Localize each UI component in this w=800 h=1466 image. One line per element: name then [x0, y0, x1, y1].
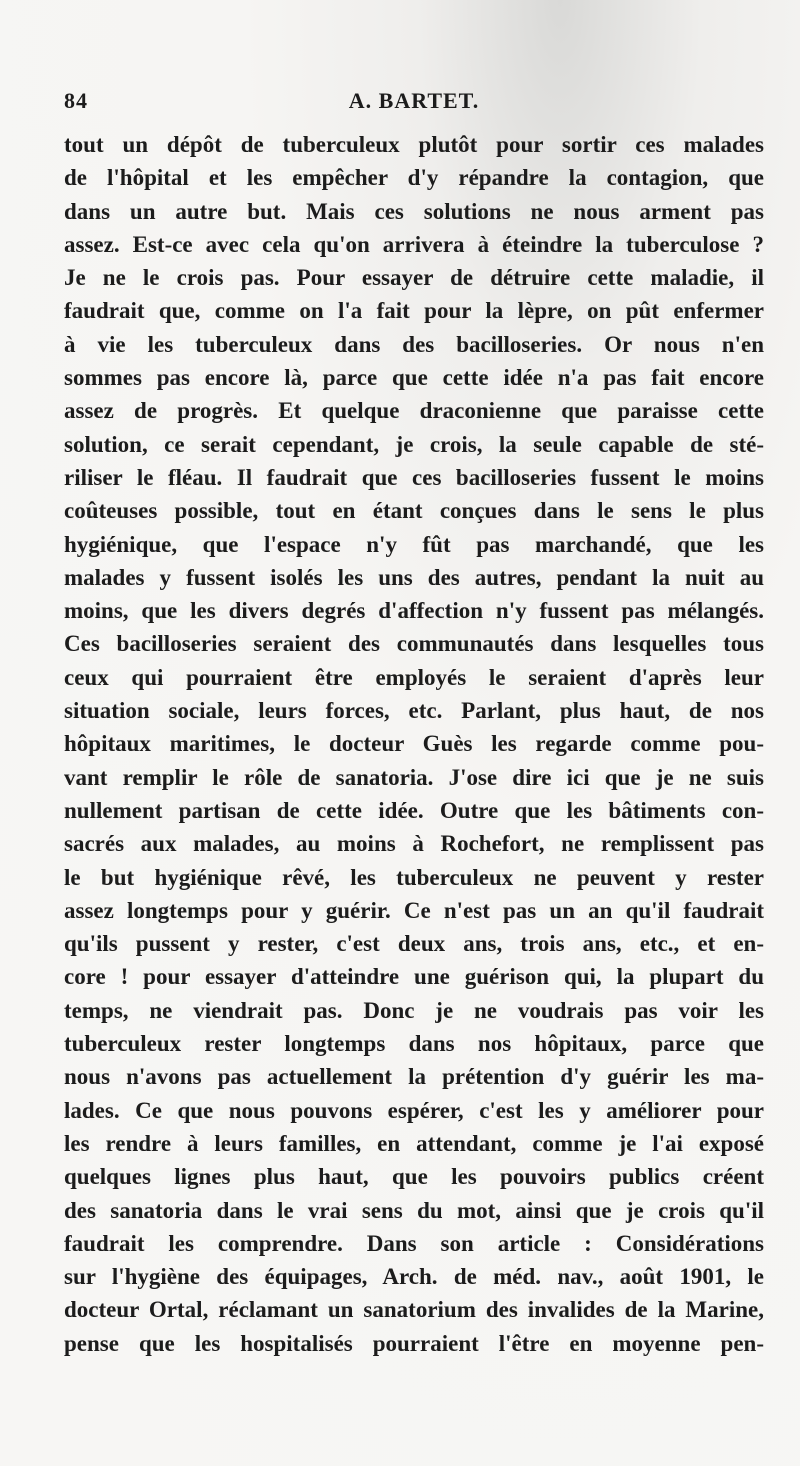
text-line: assez. Est-ce avec cela qu'on arrivera à éteindre la tuberculose ? — [64, 231, 764, 257]
text-line: tout un dépôt de tuberculeux plutôt pour sortir ces malades — [64, 132, 764, 157]
text-line: des sanatoria dans le vrai sens du mot, ainsi que je crois qu'il — [64, 1197, 764, 1223]
text-line: Je ne le crois pas. Pour essayer de détruire cette maladie, il — [64, 265, 764, 291]
text-line: hygiénique, que l'espace n'y fût pas marchandé, que les — [64, 531, 764, 557]
text-line: sacrés aux malades, au moins à Rochefort, ne remplissent pas — [64, 831, 764, 857]
text-line: situation sociale, leurs forces, etc. Parlant, plus haut, de nos — [64, 698, 764, 724]
text-line: à vie les tuberculeux dans des bacilloseries. Or nous n'en — [64, 331, 764, 357]
text-line: quelques lignes plus haut, que les pouvoirs publics créent — [64, 1164, 764, 1190]
text-line: de l'hôpital et les empêcher d'y répandre la contagion, que — [64, 165, 764, 191]
text-line: ceux qui pourraient être employés le seraient d'après leur — [64, 664, 764, 690]
text-line: les rendre à leurs familles, en attendant, comme je l'ai exposé — [64, 1130, 764, 1156]
text-line: le but hygiénique rêvé, les tuberculeux ne peuvent y rester — [64, 864, 764, 890]
text-line: core ! pour essayer d'atteindre une guérison qui, la plupart du — [64, 964, 764, 990]
text-line: assez longtemps pour y guérir. Ce n'est pas un an qu'il faudrait — [64, 897, 764, 923]
text-line: vant remplir le rôle de sanatoria. J'ose dire ici que je ne suis — [64, 764, 764, 790]
text-line: hôpitaux maritimes, le docteur Guès les regarde comme pou- — [64, 731, 764, 757]
text-line: temps, ne viendrait pas. Donc je ne voudrais pas voir les — [64, 997, 764, 1023]
text-line: nullement partisan de cette idée. Outre que les bâtiments con- — [64, 797, 764, 823]
page-header — [64, 88, 764, 118]
text-line: faudrait que, comme on l'a fait pour la lèpre, on pût enfermer — [64, 298, 764, 324]
text-line: sommes pas encore là, parce que cette idée n'a pas fait encore — [64, 365, 764, 391]
running-head: A. BARTET. — [348, 88, 480, 113]
text-line: Ces bacilloseries seraient des communautés dans lesquelles tous — [64, 631, 764, 657]
text-line: solution, ce serait cependant, je crois, la seule capable de sté- — [64, 431, 764, 457]
text-line: docteur Ortal, réclamant un sanatorium des invalides de la Marine, — [64, 1297, 764, 1323]
page-number: 84 — [64, 88, 88, 113]
text-line: malades y fussent isolés les uns des autres, pendant la nuit au — [64, 564, 764, 590]
text-line: nous n'avons pas actuellement la prétention d'y guérir les ma- — [64, 1064, 764, 1090]
text-line: tuberculeux rester longtemps dans nos hôpitaux, parce que — [64, 1031, 764, 1057]
body-text — [64, 128, 764, 1360]
text-line: sur l'hygiène des équipages, Arch. de méd. nav., août 1901, le — [64, 1264, 764, 1290]
text-line: qu'ils pussent y rester, c'est deux ans, trois ans, etc., et en- — [64, 931, 764, 957]
text-line: faudrait les comprendre. Dans son article : Considérations — [64, 1230, 764, 1256]
text-line: lades. Ce que nous pouvons espérer, c'est les y améliorer pour — [64, 1097, 764, 1123]
text-line: moins, que les divers degrés d'affection n'y fussent pas mélangés. — [64, 598, 764, 624]
text-line: coûteuses possible, tout en étant conçues dans le sens le plus — [64, 498, 764, 524]
text-line: riliser le fléau. Il faudrait que ces bacilloseries fussent le moins — [64, 464, 764, 490]
text-line: pense que les hospitalisés pourraient l'être en moyenne pen- — [64, 1330, 764, 1356]
text-line: dans un autre but. Mais ces solutions ne nous arment pas — [64, 198, 764, 224]
text-line: assez de progrès. Et quelque draconienne que paraisse cette — [64, 398, 764, 424]
